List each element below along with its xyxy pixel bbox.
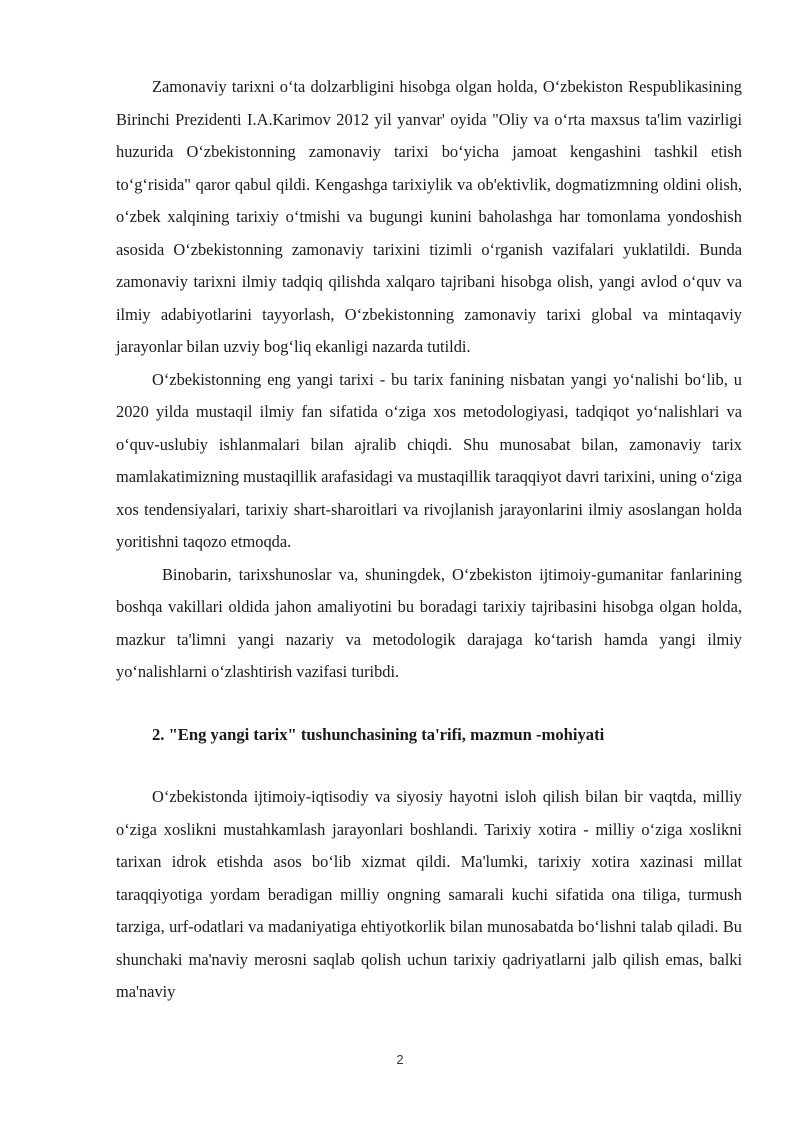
paragraph-newest-history-definition: O‘zbekistonning eng yangi tarixi - bu tarix fanining nisbatan yangi yo‘nalishi bo‘lib, u 2020 yilda mustaqil ilmiy fan sifatida o‘ziga xos metodologiyasi, tadqiqot yo‘nalishlari va o‘quv-uslubiy ishlanmalari bilan ajralib chiqdi. Shu munosabat bilan, zamonaviy tarix mamlakatimizning mustaqillik arafasidagi va mustaqillik taraqqiyot davri tarixini, uning o‘ziga xos tendensiyalari, tarixiy shart-sharoitlari va rivojlanish jarayonlarini ilmiy asoslangan holda yoritishni taqozo etmoqda. <box>116 369 742 551</box>
paragraph-national-identity: O‘zbekistonda ijtimoiy-iqtisodiy va siyosiy hayotni isloh qilish bilan bir vaqtda, milliy o‘ziga xoslikni mustahkamlash jarayonlari boshlandi. Tarixiy xotira - milliy o‘ziga xoslikni tarixan idrok etishda asos bo‘lib xizmat qildi. Ma'lumki, tarixiy xotira xazinasi millat taraqqiyotiga yordam beradigan milliy ongning samarali kuchi sifatida ona tiliga, turmush tarziga, urf-odatlari va madaniyatiga ehtiyotkorlik bilan munosabatda bo‘lishni talab qiladi. Bu shunchaki ma'naviy merosni saqlab qolish uchun tarixiy qadriyatlarni jalb qilish emas, balki ma'naviy <box>116 787 742 1001</box>
page-number: 2 <box>396 1052 404 1067</box>
document-body <box>116 71 742 1009</box>
paragraph-public-council-decree: Zamonaviy tarixni o‘ta dolzarbligini hisobga olgan holda, O‘zbekiston Respublikasining Birinchi Prezidenti I.A.Karimov 2012 yil yanvar' oyida "Oliy va o‘rta maxsus ta'lim vazirligi huzurida O‘zbekistonning zamonaviy tarixi bo‘yicha jamoat kengashini tashkil etish to‘g‘risida" qaror qabul qildi. Kengashga tarixiylik va ob'ektivlik, dogmatizmning oldini olish, o‘zbek xalqining tarixiy o‘tmishi va bugungi kunini baholashga har tomonlama yondoshish asosida O‘zbekistonning zamonaviy tarixini tizimli o‘rganish vazifalari yuklatildi. Bunda zamonaviy tarixni ilmiy tadqiq qilishda xalqaro tajribani hisobga olish, yangi avlod o‘quv va ilmiy adabiyotlarini tayyorlash, O‘zbekistonning zamonaviy tarixi global va mintaqaviy jarayonlar bilan uzviy bog‘liq ekanligi nazarda tutildi. <box>116 77 742 356</box>
paragraph-historians-task: Binobarin, tarixshunoslar va, shuningdek, O‘zbekiston ijtimoiy-gumanitar fanlarining boshqa vakillari oldida jahon amaliyotini bu boradagi tarixiy tajribasini hisobga olgan holda, mazkur ta'limni yangi nazariy va metodologik darajaga ko‘tarish hamda yangi ilmiy yo‘nalishlarni o‘zlashtirish vazifasi turibdi. <box>116 564 742 681</box>
section-heading: 2. "Eng yangi tarix" tushunchasining ta'rifi, mazmun -mohiyati <box>152 724 605 744</box>
